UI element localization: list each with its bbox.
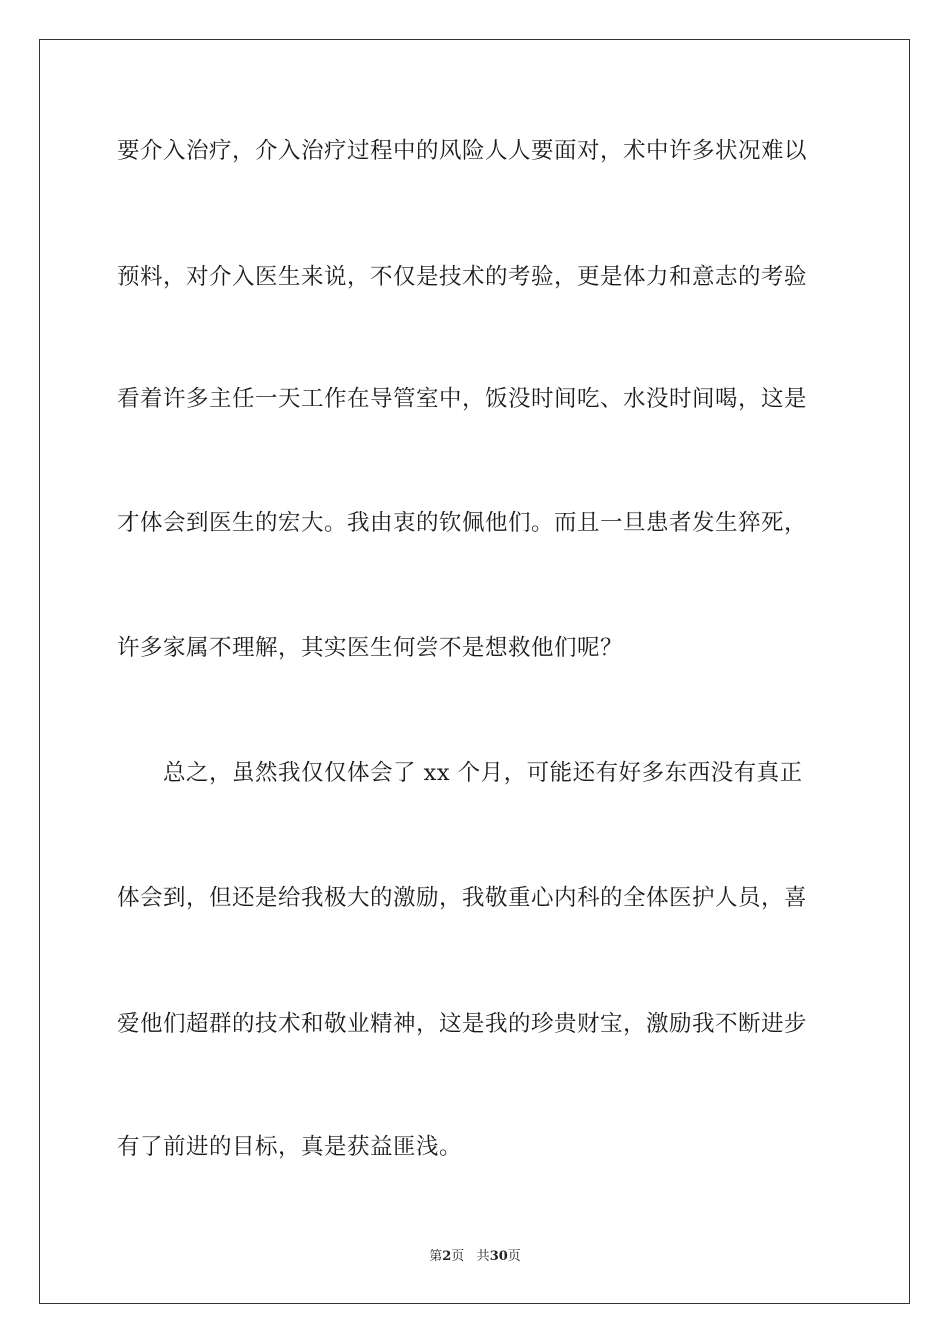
body-text-line: 爱他们超群的技术和敬业精神，这是我的珍贵财宝，激励我不断进步 [117, 1011, 808, 1037]
footer-total-pages: 30 [489, 1249, 508, 1264]
page-border [39, 39, 910, 1304]
body-text-line: 要介入治疗，介入治疗过程中的风险人人要面对，术中许多状况难以 [117, 138, 808, 164]
body-text-line: 体会到，但还是给我极大的激励，我敬重心内科的全体医护人员，喜 [117, 885, 808, 911]
footer-total-suffix: 页 [507, 1249, 521, 1264]
paragraph-start-line: 总之，虽然我仅仅体会了 xx 个月，可能还有好多东西没有真正 [163, 760, 803, 786]
body-text-line: 看着许多主任一天工作在导管室中，饭没时间吃、水没时间喝，这是 [117, 386, 808, 412]
body-text-line: 才体会到医生的宏大。我由衷的钦佩他们。而且一旦患者发生猝死， [117, 510, 808, 536]
body-text-line: 有了前进的目标，真是获益匪浅。 [117, 1134, 463, 1160]
body-text-line: 预料，对介入医生来说，不仅是技术的考验，更是体力和意志的考验 [117, 264, 808, 290]
footer-page-suffix: 页 [451, 1249, 465, 1264]
footer-page-number: 2 [442, 1249, 452, 1264]
footer-total-prefix: 共 [476, 1249, 490, 1264]
footer-page-prefix: 第 [429, 1249, 443, 1264]
body-text-line: 许多家属不理解，其实医生何尝不是想救他们呢？ [117, 635, 624, 661]
page-footer [0, 1248, 950, 1266]
